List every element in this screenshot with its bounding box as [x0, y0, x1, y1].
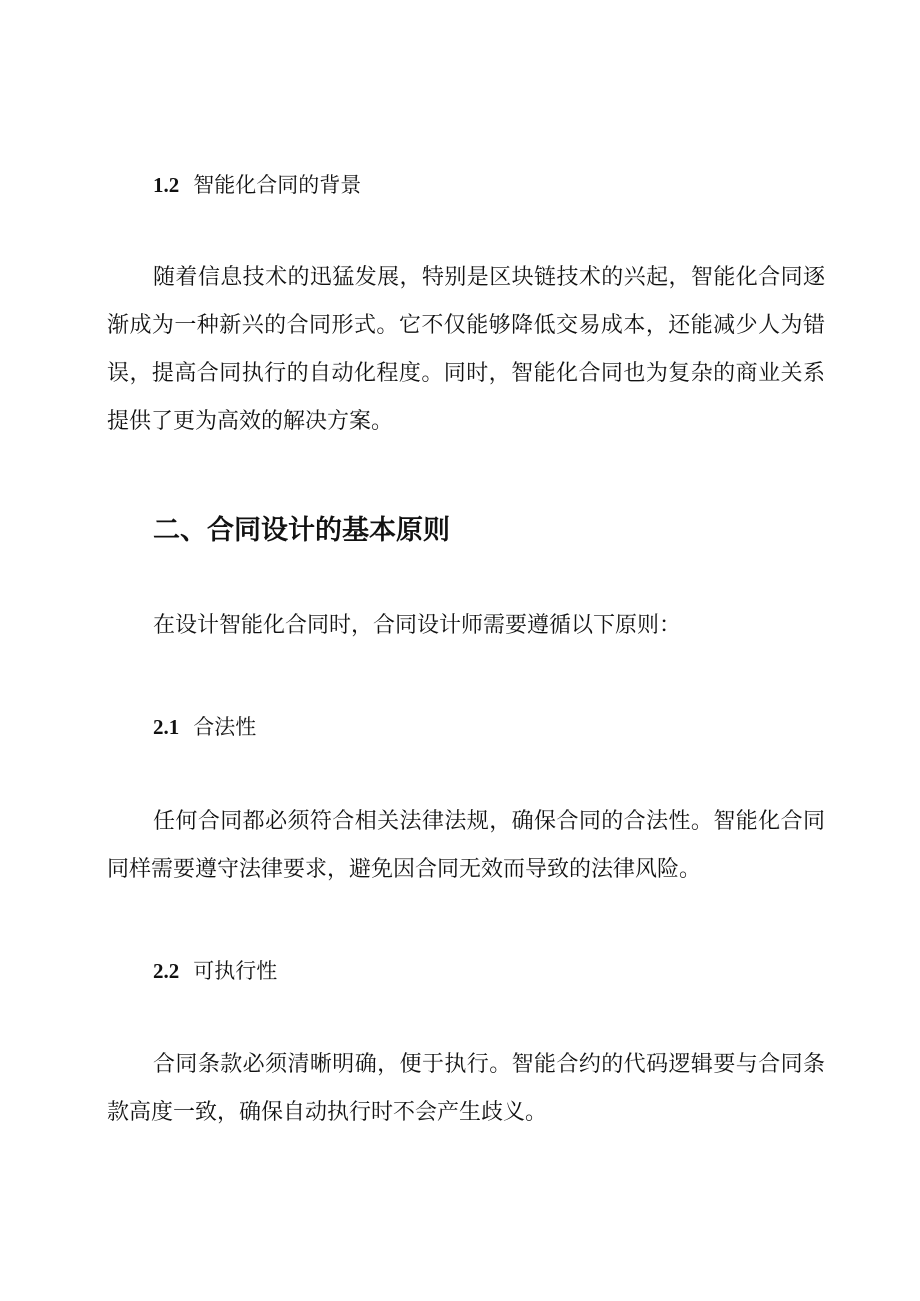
chapter-2-intro: 在设计智能化合同时，合同设计师需要遵循以下原则： — [153, 613, 682, 638]
section-number: 2.1 — [153, 715, 180, 739]
section-1-2-paragraph: 随着信息技术的迅猛发展，特别是区块链技术的兴起，智能化合同逐渐成为一种新兴的合同形式。它不仅能够降低交易成本，还能减少人为错误，提高合同执行的自动化程度。同时，智能化合同也为复杂的商业关系提供了更为高效的解决方案。 — [107, 265, 825, 434]
section-title: 智能化合同的背景 — [193, 173, 362, 197]
section-2-1-paragraph: 任何合同都必须符合相关法律法规，确保合同的合法性。智能化合同同样需要遵守法律要求，避免因合同无效而导致的法律风险。 — [107, 809, 825, 882]
section-2-2-heading — [107, 956, 825, 986]
section-number: 2.2 — [153, 959, 180, 983]
section-2-1-heading — [107, 712, 825, 742]
chapter-2-heading: 二、合同设计的基本原则 — [153, 515, 450, 546]
section-number: 1.2 — [153, 173, 180, 197]
section-1-2-heading — [107, 170, 825, 200]
section-title: 可执行性 — [193, 959, 278, 983]
section-title: 合法性 — [193, 715, 257, 739]
section-2-2-paragraph: 合同条款必须清晰明确，便于执行。智能合约的代码逻辑要与合同条款高度一致，确保自动执行时不会产生歧义。 — [107, 1052, 825, 1125]
